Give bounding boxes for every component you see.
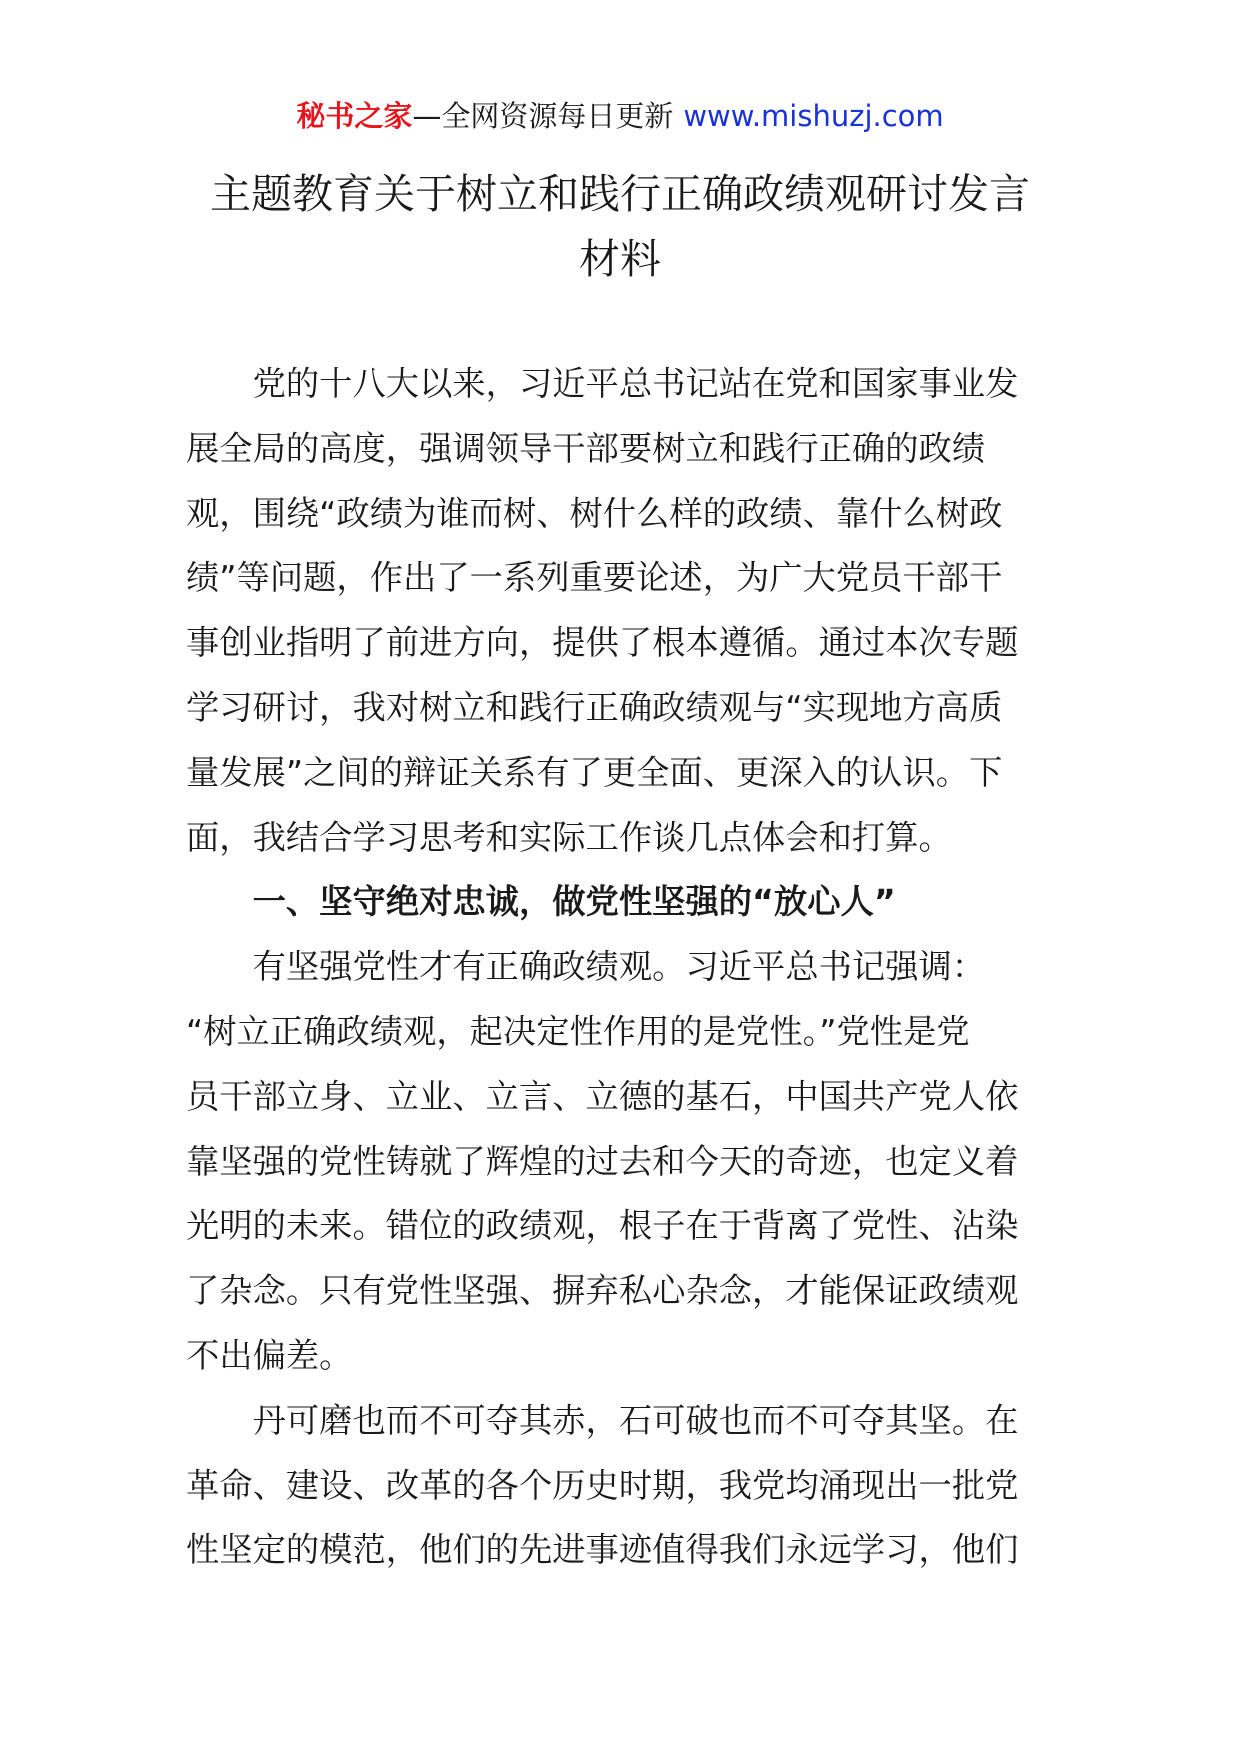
document-title: [150, 162, 1090, 292]
text-line: 学习研讨，我对树立和践行正确政绩观与“实现地方高质: [186, 687, 1003, 727]
text-line: 革命、建设、改革的各个历史时期，我党均涌现出一批党: [186, 1465, 1019, 1505]
text-line: 靠坚强的党性铸就了辉煌的过去和今天的奇迹，也定义着: [186, 1141, 1019, 1181]
section-heading-1: [186, 870, 1054, 935]
text-line: 展全局的高度，强调领导干部要树立和践行正确的政绩: [186, 428, 986, 468]
title-line-2: 材料: [579, 235, 661, 283]
site-url-link[interactable]: www.mishuzj.com: [683, 99, 944, 133]
header-tagline: —全网资源每日更新: [412, 99, 674, 133]
brand-name: 秘书之家: [296, 99, 413, 133]
text-line: 绩”等问题，作出了一系列重要论述，为广大党员干部干: [186, 558, 1003, 598]
text-line: 量发展”之间的辩证关系有了更全面、更深入的认识。下: [186, 752, 1003, 792]
paragraph-party-spirit: [186, 935, 1054, 1389]
paragraph-intro: [186, 352, 1054, 870]
heading-text: 一、坚守绝对忠诚，做党性坚强的“放心人”: [252, 882, 896, 922]
title-line-1: 主题教育关于树立和践行正确政绩观研讨发言: [210, 170, 1030, 218]
text-line: 了杂念。只有党性坚强、摒弃私心杂念，才能保证政绩观: [186, 1271, 1019, 1311]
text-line: 光明的未来。错位的政绩观，根子在于背离了党性、沾染: [186, 1206, 1019, 1246]
text-line: 事创业指明了前进方向，提供了根本遵循。通过本次专题: [186, 623, 1019, 663]
text-line: 丹可磨也而不可夺其赤，石可破也而不可夺其坚。在: [252, 1400, 1019, 1440]
paragraph-models: [186, 1389, 1054, 1583]
text-line: 不出偏差。: [186, 1335, 353, 1375]
text-line: 性坚定的模范，他们的先进事迹值得我们永远学习，他们: [186, 1530, 1019, 1570]
document-body: [186, 352, 1054, 1583]
site-header: [0, 96, 1240, 136]
text-line: “树立正确政绩观，起决定性作用的是党性。”党性是党: [186, 1011, 970, 1051]
text-line: 员干部立身、立业、立言、立德的基石，中国共产党人依: [186, 1076, 1019, 1116]
text-line: 党的十八大以来，习近平总书记站在党和国家事业发: [252, 364, 1019, 403]
text-line: 面，我结合学习思考和实际工作谈几点体会和打算。: [186, 817, 952, 857]
text-line: 观，围绕“政绩为谁而树、树什么样的政绩、靠什么树政: [186, 493, 1003, 533]
text-line: 有坚强党性才有正确政绩观。习近平总书记强调：: [252, 947, 986, 987]
